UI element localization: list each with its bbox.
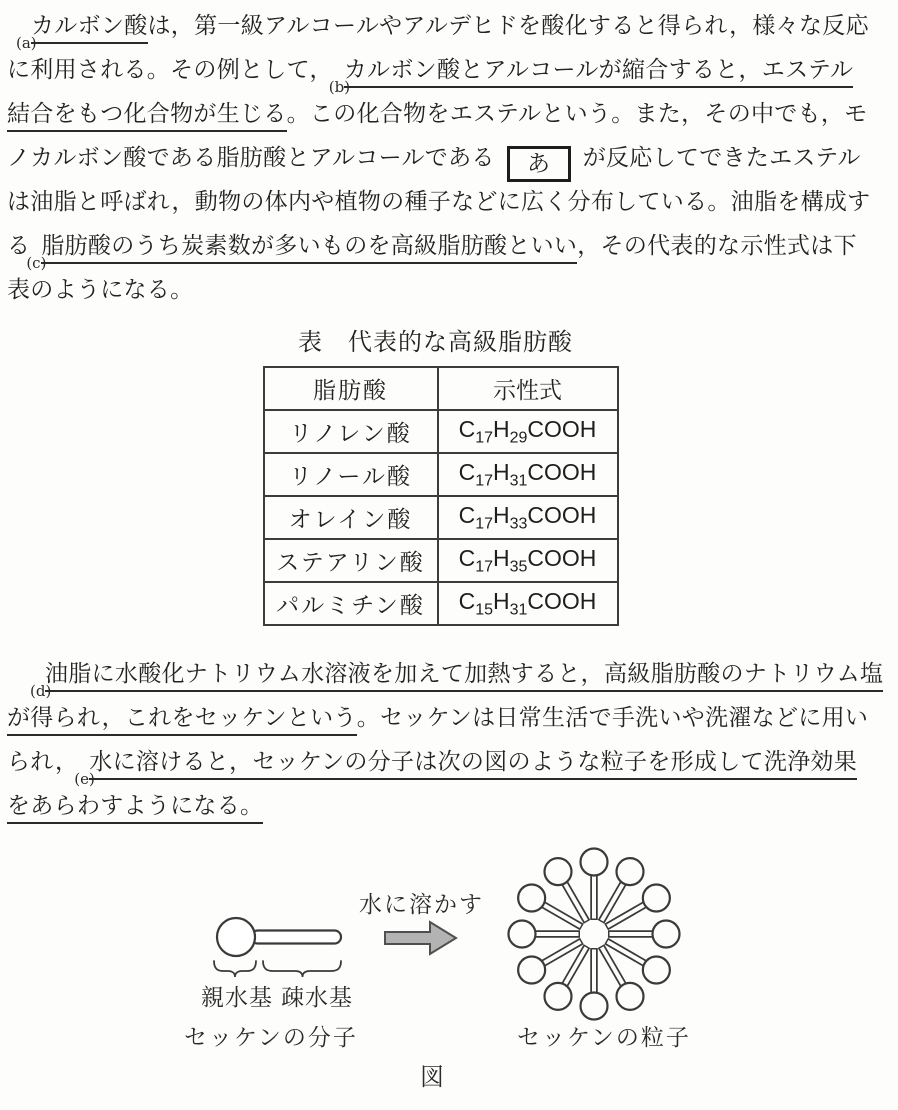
fatty-acid-name: ステアリン酸 — [264, 539, 438, 582]
underlined-text-b2 — [7, 101, 287, 132]
underline-marker-c: (c) — [26, 254, 47, 272]
figure-caption: 図 — [420, 1063, 444, 1091]
table-row — [264, 496, 618, 539]
underlined-text-c — [26, 233, 578, 272]
underline-marker-e: (e) — [74, 770, 95, 788]
paragraph-soap — [7, 652, 884, 828]
body-text: 。この化合物をエステルという。また，その中でも，モ — [286, 101, 868, 127]
right-arrow-icon — [384, 920, 458, 956]
fatty-acid-formula: $C_{17}H_{29}COOH$ — [438, 410, 618, 453]
underlined-text-a — [16, 13, 148, 52]
body-text: が反応してできたエステル — [582, 145, 861, 171]
body-text: に利用される。その例として， — [7, 57, 333, 83]
text-line-9 — [7, 696, 874, 740]
underline-text: 結合をもつ化合物が生じる — [7, 101, 287, 127]
fatty-acid-formula: $C_{15}H_{31}COOH$ — [438, 582, 618, 625]
underlined-text-b — [328, 57, 854, 96]
text-line-6 — [7, 224, 874, 272]
body-text: ，その代表的な示性式は下 — [577, 233, 857, 259]
brace-icons — [213, 960, 343, 980]
text-line-2 — [7, 48, 874, 96]
text-line-3 — [7, 92, 874, 136]
text-line-8 — [7, 652, 884, 700]
underline-text: 油脂に水酸化ナトリウム水溶液を加えて加熱すると，高級脂肪酸のナトリウム塩 — [45, 661, 884, 687]
fatty-acid-name: リノレン酸 — [264, 410, 438, 453]
soap-molecule-caption: セッケンの分子 — [184, 1025, 358, 1051]
table-row — [264, 539, 618, 582]
underline-text: をあらわすようになる。 — [7, 793, 264, 819]
body-text: は油脂と呼ばれ，動物の体内や植物の種子などに広く分布している。油脂を構成す — [7, 189, 871, 215]
body-text: られ， — [7, 749, 79, 775]
table-row — [264, 582, 618, 625]
fatty-acid-table — [263, 366, 619, 626]
underlined-text-d — [30, 661, 884, 700]
column-header-fatty-acid: 脂肪酸 — [264, 367, 438, 410]
hydrophilic-label: 親水基 — [201, 985, 273, 1011]
underline-text: が得られ，これをセッケンという — [7, 705, 357, 731]
hydrophobic-label: 疎水基 — [281, 985, 353, 1011]
text-line-7 — [7, 268, 874, 312]
column-header-formula: 示性式 — [438, 367, 618, 410]
underline-text: カルボン酸 — [31, 13, 148, 39]
fatty-acid-formula: $C_{17}H_{35}COOH$ — [438, 539, 618, 582]
fatty-acid-formula: $C_{17}H_{33}COOH$ — [438, 496, 618, 539]
underline-marker-d: (d) — [30, 682, 52, 700]
text-line-11 — [7, 784, 874, 828]
underline-marker-b: (b) — [328, 78, 351, 96]
fatty-acid-name: オレイン酸 — [264, 496, 438, 539]
underline-text: カルボン酸とアルコールが縮合すると，エステル — [343, 57, 854, 83]
hydrophobic-tail-shape — [251, 931, 341, 944]
text-line-5 — [7, 180, 874, 224]
text-line-4 — [7, 136, 874, 180]
fatty-acid-name: リノール酸 — [264, 453, 438, 496]
soap-figure — [7, 828, 874, 1094]
underline-marker-a: (a) — [16, 34, 37, 52]
answer-blank-box: あ — [507, 146, 571, 182]
text-line-10 — [7, 740, 874, 788]
underline-text: 水に溶けると，セッケンの分子は次の図のような粒子を形成して洗浄効果 — [89, 749, 858, 775]
hydrophobic-brace-icon — [263, 961, 341, 977]
fatty-acid-table-section — [7, 326, 874, 626]
body-text: は，第一級アルコールやアルデヒドを酸化すると得られ，様々な反応 — [147, 13, 869, 39]
paragraph-carboxylic-acid — [7, 4, 874, 312]
table-row — [264, 410, 618, 453]
table-row — [264, 453, 618, 496]
underlined-text-e2 — [7, 793, 263, 824]
soap-particle-caption: セッケンの粒子 — [517, 1025, 691, 1051]
body-text: る — [7, 233, 31, 259]
body-text: 。セッケンは日常生活で手洗いや洗濯などに用い — [356, 705, 869, 731]
underlined-text-d2 — [7, 705, 357, 736]
soap-molecule-drawing — [213, 913, 343, 961]
fatty-acid-formula: $C_{17}H_{31}COOH$ — [438, 453, 618, 496]
table-header-row — [264, 367, 618, 410]
body-text: ノカルボン酸である脂肪酸とアルコールである — [7, 145, 495, 171]
dissolve-in-water-label: 水に溶かす — [359, 892, 484, 918]
hydrophilic-head-shape — [217, 918, 255, 956]
text-line-1 — [7, 4, 874, 52]
soap-particle-drawing — [499, 839, 689, 1029]
underlined-text-e — [74, 749, 858, 788]
table-title: 表 代表的な高級脂肪酸 — [298, 328, 573, 356]
hydrophilic-brace-icon — [214, 961, 256, 977]
underline-text: 脂肪酸のうち炭素数が多いものを高級脂肪酸といい — [41, 233, 578, 259]
fatty-acid-name: パルミチン酸 — [264, 582, 438, 625]
body-text: 表のようになる。 — [7, 277, 194, 303]
